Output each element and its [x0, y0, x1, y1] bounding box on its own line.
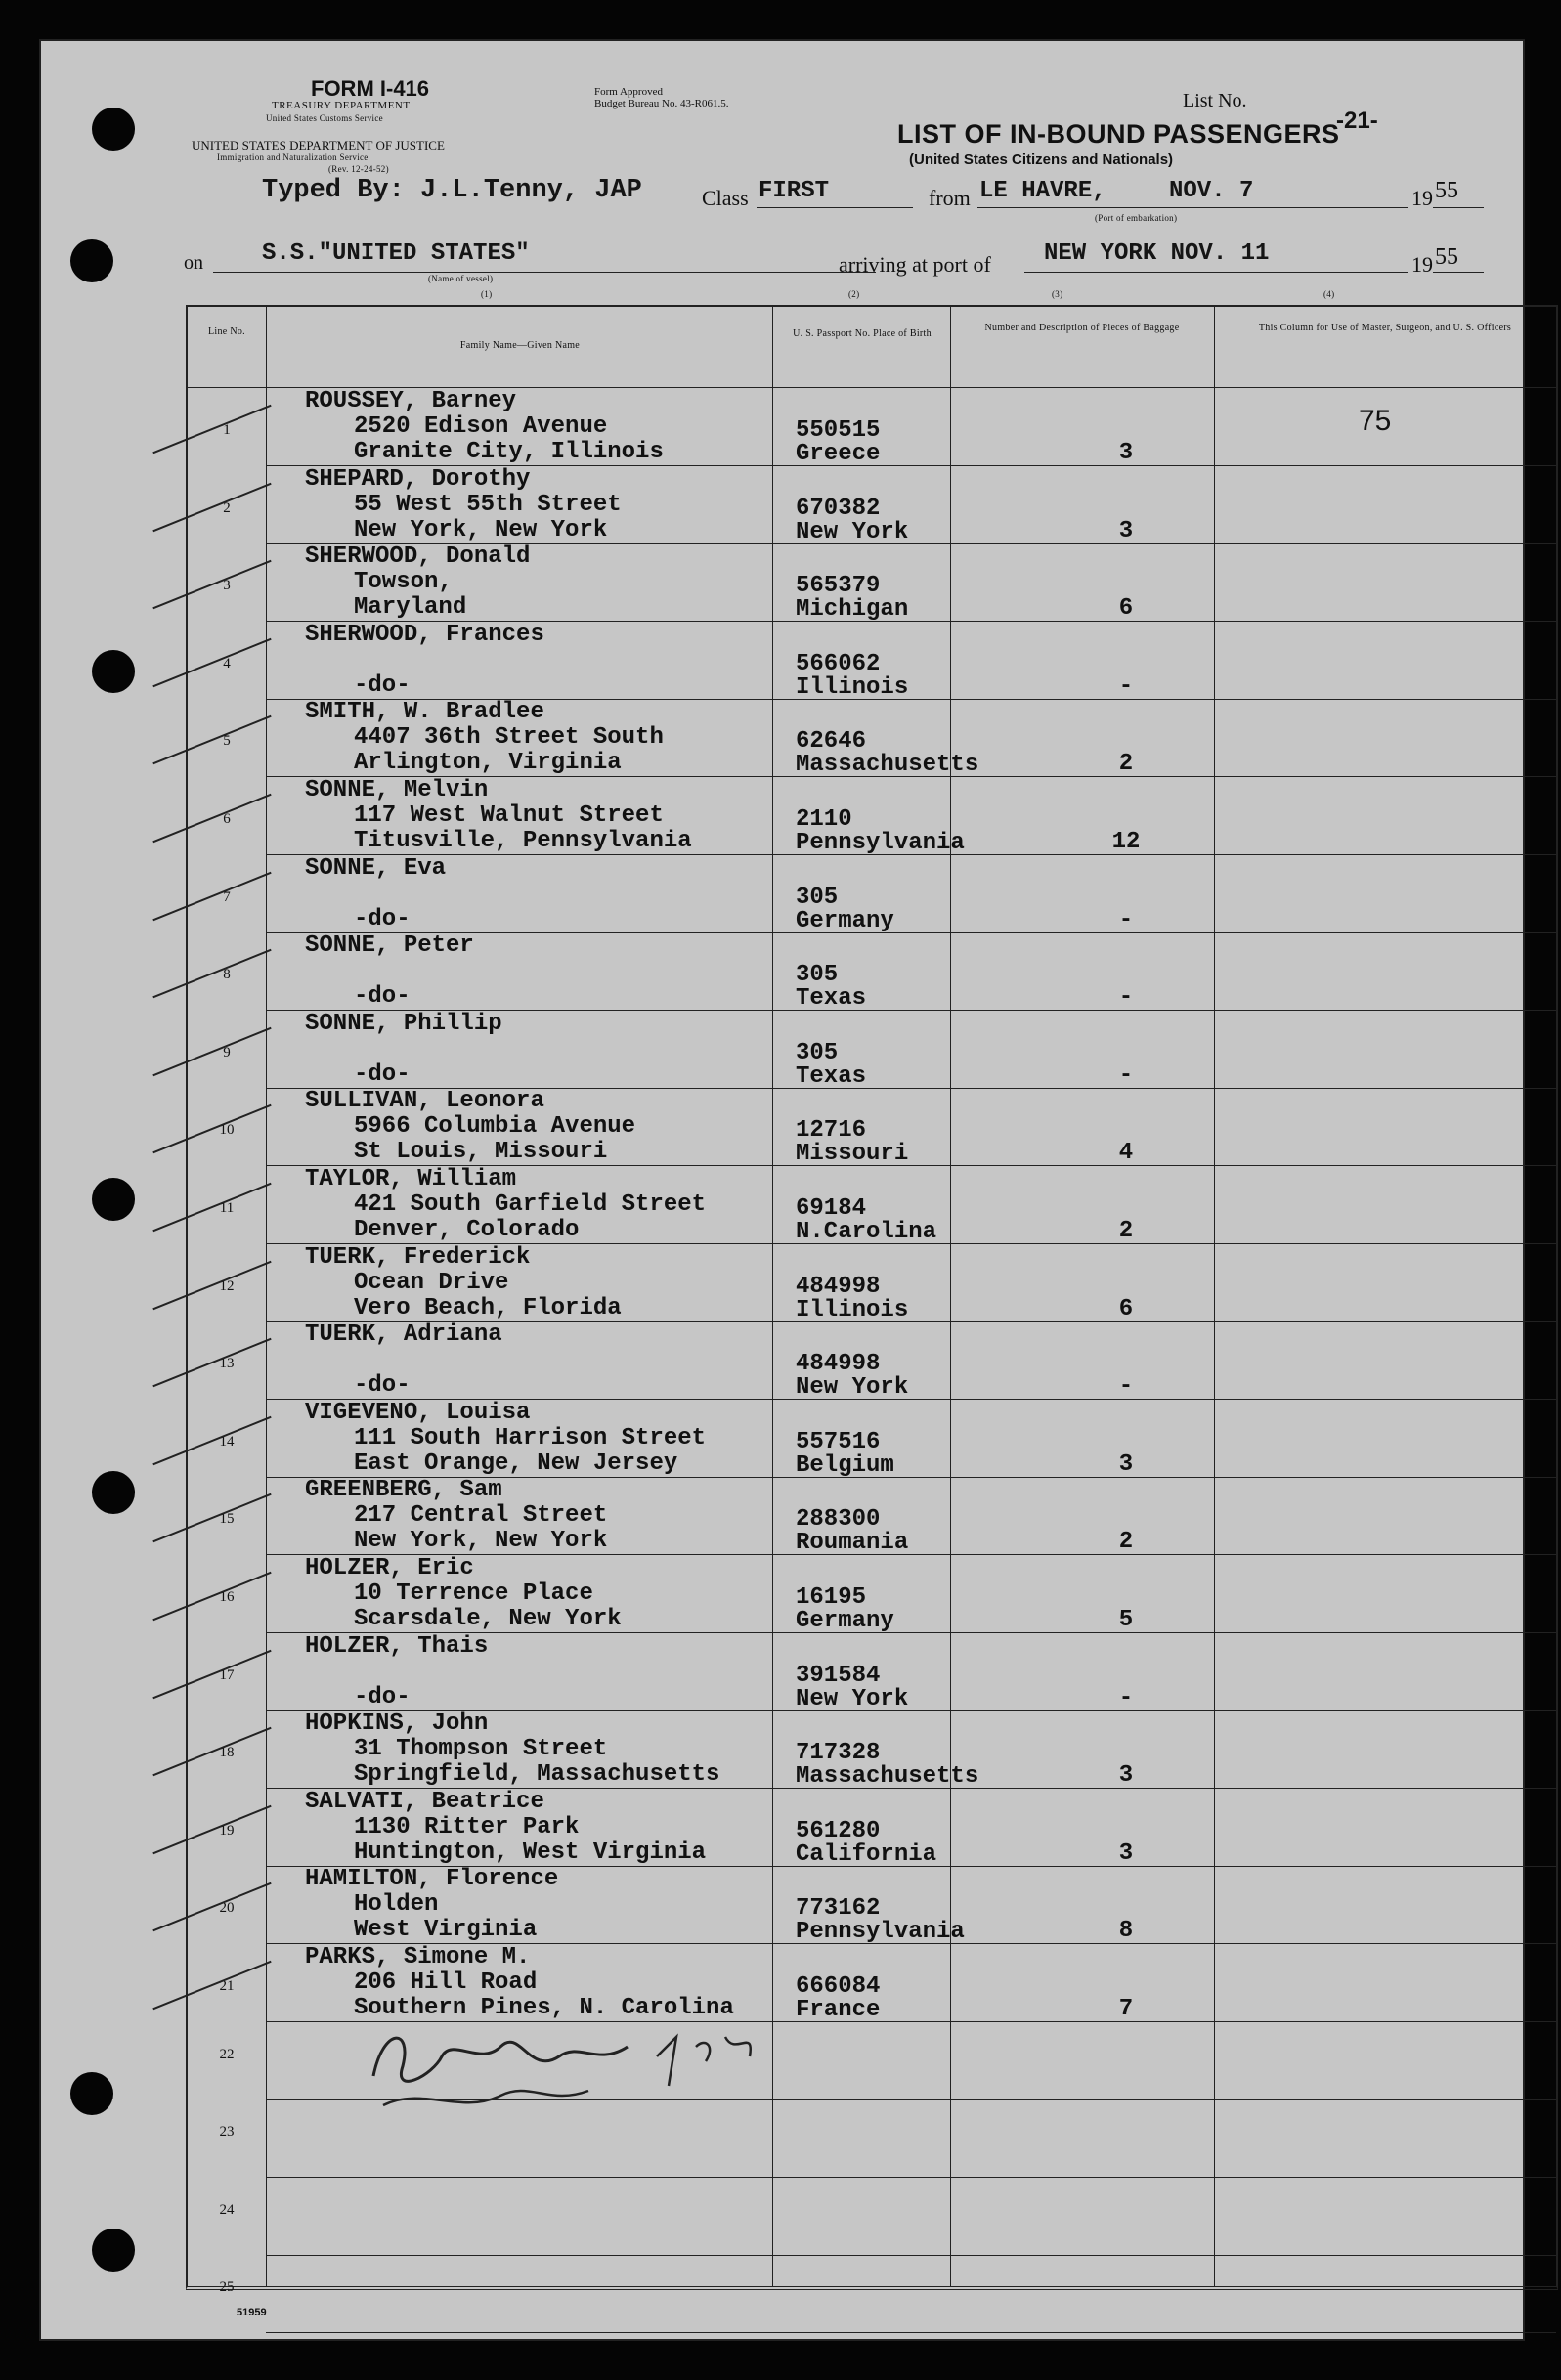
line-number: 20 — [219, 1900, 235, 1917]
passport-number: 305 — [796, 962, 839, 989]
place-of-birth: Michigan — [796, 596, 909, 624]
page-subtitle: (United States Citizens and Nationals) — [909, 151, 1174, 168]
place-of-birth: Missouri — [796, 1141, 909, 1168]
table-row — [188, 1167, 1556, 1244]
passport-number: 561280 — [796, 1817, 881, 1844]
passport-number: 2110 — [796, 806, 852, 833]
line-number: 24 — [219, 2201, 235, 2218]
col-header-passport: U. S. Passport No. Place of Birth — [793, 328, 932, 339]
baggage-count: 2 — [1118, 1529, 1134, 1556]
baggage-count: 7 — [1118, 1996, 1134, 2022]
col-num-3: (3) — [1052, 289, 1063, 299]
baggage-count: - — [1118, 1684, 1134, 1711]
address-line-2: -do- — [354, 1683, 411, 1710]
revision-date: (Rev. 12-24-52) — [328, 164, 389, 174]
passport-number: 666084 — [796, 1973, 881, 2000]
arriving-line — [1024, 272, 1408, 273]
col-header-name: Family Name—Given Name — [459, 340, 581, 351]
address-line-1: 5966 Columbia Avenue — [354, 1113, 636, 1141]
passenger-name: VIGEVENO, Louisa — [305, 1399, 531, 1426]
passenger-name: HAMILTON, Florence — [305, 1866, 559, 1893]
passport-number: 391584 — [796, 1662, 881, 1689]
col-num-4: (4) — [1323, 289, 1335, 299]
address-line-1: 421 South Garfield Street — [354, 1191, 707, 1218]
passenger-name: SONNE, Peter — [305, 932, 474, 960]
typed-by: Typed By: J.L.Tenny, JAP — [262, 176, 642, 205]
place-of-birth: Illinois — [796, 673, 909, 701]
year-value: 55 — [1435, 178, 1458, 203]
address-line-2: Arlington, Virginia — [354, 750, 622, 777]
punch-hole — [70, 239, 113, 282]
page-title: LIST OF IN-BOUND PASSENGERS — [897, 119, 1340, 149]
place-of-birth: Germany — [796, 1608, 894, 1634]
address-line-2: -do- — [354, 983, 411, 1011]
address-line-1: 4407 36th Street South — [354, 724, 664, 752]
year-line — [1433, 207, 1484, 208]
baggage-count: 5 — [1118, 1607, 1134, 1633]
address-line-2: Vero Beach, Florida — [354, 1294, 622, 1321]
col-num-1: (1) — [481, 289, 493, 299]
class-line — [757, 207, 913, 208]
class-value: FIRST — [759, 178, 830, 204]
passport-number: 62646 — [796, 728, 867, 756]
address-line-2: New York, New York — [354, 516, 608, 543]
passenger-name: TAYLOR, William — [305, 1166, 517, 1192]
address-line-1: Towson, — [354, 569, 453, 596]
line-number: 15 — [219, 1511, 235, 1528]
form-number: FORM I-416 — [311, 76, 430, 101]
passenger-name: SONNE, Phillip — [305, 1010, 502, 1037]
table-row — [188, 933, 1556, 1011]
line-number: 5 — [223, 733, 231, 750]
address-line-1: 111 South Harrison Street — [354, 1424, 707, 1451]
passport-number: 566062 — [796, 650, 881, 677]
passenger-name: TUERK, Frederick — [305, 1243, 531, 1271]
baggage-count: - — [1118, 1061, 1134, 1089]
passport-number: 557516 — [796, 1428, 881, 1455]
from-line — [977, 207, 1408, 208]
address-line-2: West Virginia — [354, 1917, 538, 1944]
table-row — [188, 544, 1556, 622]
address-line-1: 117 West Walnut Street — [354, 802, 664, 829]
col-num-2: (2) — [848, 289, 860, 299]
address-line-1: 1130 Ritter Park — [354, 1813, 580, 1840]
baggage-count: 3 — [1118, 1839, 1134, 1867]
place-of-birth: N.Carolina — [796, 1219, 937, 1245]
address-line-2: Southern Pines, N. Carolina — [354, 1995, 734, 2021]
place-of-birth: New York — [796, 1685, 909, 1712]
address-line-2: Scarsdale, New York — [354, 1606, 622, 1632]
line-number: 19 — [219, 1822, 235, 1839]
place-of-birth: New York — [796, 1374, 909, 1402]
passenger-table — [186, 305, 1558, 2296]
embarkation-date: NOV. 7 — [1169, 178, 1254, 204]
address-line-1: 206 Hill Road — [354, 1969, 538, 1996]
table-row — [188, 1634, 1556, 1711]
address-line-1: Ocean Drive — [354, 1269, 509, 1296]
place-of-birth: Belgium — [796, 1451, 894, 1479]
print-code: 51959 — [237, 2307, 267, 2318]
baggage-count: 6 — [1118, 1295, 1134, 1322]
line-number: 1 — [223, 422, 231, 438]
baggage-count: - — [1118, 984, 1134, 1012]
baggage-count: 2 — [1118, 751, 1134, 778]
place-of-birth: Pennsylvania — [796, 830, 965, 856]
passport-number: 288300 — [796, 1506, 881, 1534]
address-line-2: East Orange, New Jersey — [354, 1450, 678, 1477]
row-rule — [266, 2332, 1556, 2333]
passport-number: 16195 — [796, 1584, 867, 1611]
table-row — [188, 2256, 1556, 2333]
address-line-2: -do- — [354, 905, 411, 932]
address-line-2: St Louis, Missouri — [354, 1139, 608, 1166]
line-number: 10 — [219, 1122, 235, 1139]
place-of-birth: France — [796, 1997, 881, 2023]
baggage-count: 6 — [1118, 595, 1134, 623]
punch-hole — [92, 1178, 135, 1221]
passenger-name: ROUSSEY, Barney — [305, 388, 517, 414]
passenger-name: SALVATI, Beatrice — [305, 1788, 544, 1815]
vessel-name: S.S."UNITED STATES" — [262, 240, 530, 267]
customs-service: United States Customs Service — [266, 113, 383, 123]
port-embarkation: LE HAVRE, — [979, 178, 1106, 204]
line-number: 14 — [219, 1433, 235, 1450]
place-of-birth: Pennsylvania — [796, 1919, 965, 1946]
table-row — [188, 1401, 1556, 1478]
place-of-birth: Illinois — [796, 1296, 909, 1323]
table-row — [188, 1089, 1556, 1166]
table-row — [188, 1245, 1556, 1322]
place-of-birth: Texas — [796, 1062, 867, 1090]
address-line-1: 10 Terrence Place — [354, 1580, 593, 1607]
table-row — [188, 389, 1556, 466]
vessel-line — [213, 272, 876, 273]
place-of-birth: Germany — [796, 907, 894, 934]
passenger-name: HOLZER, Eric — [305, 1555, 474, 1581]
line-number: 18 — [219, 1745, 235, 1761]
officer-mark: 75 — [1359, 405, 1392, 437]
table-row — [188, 1867, 1556, 1944]
address-line-2: -do- — [354, 1372, 411, 1400]
line-number: 11 — [219, 1200, 235, 1216]
place-of-birth: New York — [796, 518, 909, 545]
year2-value: 55 — [1435, 244, 1458, 270]
table-row — [188, 778, 1556, 855]
passenger-name: SONNE, Melvin — [305, 777, 489, 803]
table-row — [188, 1790, 1556, 1867]
line-number: 9 — [223, 1044, 231, 1060]
passenger-name: SHERWOOD, Donald — [305, 543, 531, 571]
table-row — [188, 623, 1556, 700]
line-number: 8 — [223, 967, 231, 983]
line-number: 25 — [219, 2279, 235, 2296]
line-number: 21 — [219, 1978, 235, 1994]
address-line-1: 2520 Edison Avenue — [354, 413, 608, 440]
line-number: 23 — [219, 2124, 235, 2141]
address-line-2: Springfield, Massachusetts — [354, 1761, 720, 1789]
table-row — [188, 1711, 1556, 1789]
passport-number: 484998 — [796, 1273, 881, 1300]
baggage-count: - — [1118, 1373, 1134, 1401]
form-approved: Form Approved — [594, 86, 663, 98]
treasury-dept: TREASURY DEPARTMENT — [272, 100, 411, 111]
passenger-name: PARKS, Simone M. — [305, 1944, 531, 1970]
passenger-name: SULLIVAN, Leonora — [305, 1088, 544, 1115]
passenger-name: SHERWOOD, Frances — [305, 621, 544, 648]
from-label: from — [929, 186, 971, 210]
baggage-count: 12 — [1111, 829, 1141, 855]
line-number: 12 — [219, 1277, 235, 1294]
ins-service: Immigration and Naturalization Service — [217, 152, 369, 162]
passport-number: 717328 — [796, 1740, 881, 1767]
table-row — [188, 2179, 1556, 2256]
punch-hole — [92, 650, 135, 693]
passenger-name: SHEPARD, Dorothy — [305, 465, 531, 493]
passenger-name: SONNE, Eva — [305, 854, 447, 882]
arriving-port: NEW YORK NOV. 11 — [1044, 240, 1270, 267]
baggage-count: 3 — [1118, 517, 1134, 544]
baggage-count: 4 — [1118, 1140, 1134, 1167]
table-row — [188, 1322, 1556, 1400]
line-number: 3 — [223, 578, 231, 594]
address-line-2: Titusville, Pennsylvania — [354, 828, 692, 854]
address-line-1: 217 Central Street — [354, 1502, 608, 1530]
table-row — [188, 1478, 1556, 1555]
passport-number: 670382 — [796, 495, 881, 522]
baggage-count: - — [1118, 906, 1134, 933]
address-line-2: Maryland — [354, 594, 467, 622]
arriving-label: arriving at port of — [839, 252, 991, 277]
line-number: 17 — [219, 1666, 235, 1683]
place-of-birth: Roumania — [796, 1530, 909, 1557]
place-of-birth: California — [796, 1840, 937, 1868]
address-line-2: -do- — [354, 671, 411, 699]
address-line-1: 31 Thompson Street — [354, 1736, 608, 1763]
passport-number: 12716 — [796, 1117, 867, 1145]
passport-number: 305 — [796, 884, 839, 911]
table-row — [188, 1556, 1556, 1633]
line-number: 2 — [223, 499, 231, 516]
class-label: Class — [702, 186, 749, 210]
year2-prefix: 19 — [1411, 252, 1433, 277]
list-no-value: -21- — [1336, 108, 1378, 134]
line-number: 16 — [219, 1589, 235, 1605]
place-of-birth: Massachusetts — [796, 752, 979, 779]
passenger-name: GREENBERG, Sam — [305, 1477, 502, 1504]
punch-hole — [92, 108, 135, 151]
passenger-name: HOLZER, Thais — [305, 1632, 489, 1660]
baggage-count: 3 — [1118, 1450, 1134, 1478]
line-number: 7 — [223, 888, 231, 905]
address-line-2: -do- — [354, 1060, 411, 1088]
signature-scribble — [364, 2008, 813, 2125]
document-page — [39, 39, 1525, 2341]
col-header-line-no: Line No. — [208, 326, 245, 337]
vessel-caption: (Name of vessel) — [428, 274, 494, 283]
baggage-count: 2 — [1118, 1218, 1134, 1244]
passenger-name: TUERK, Adriana — [305, 1321, 502, 1349]
place-of-birth: Greece — [796, 441, 881, 467]
address-line-2: Granite City, Illinois — [354, 439, 664, 465]
baggage-count: 3 — [1118, 440, 1134, 466]
table-row — [188, 856, 1556, 933]
place-of-birth: Massachusetts — [796, 1763, 979, 1791]
line-number: 22 — [219, 2046, 235, 2062]
passport-number: 305 — [796, 1039, 839, 1066]
table-row — [188, 467, 1556, 544]
address-line-2: New York, New York — [354, 1528, 608, 1555]
baggage-count: 3 — [1118, 1762, 1134, 1790]
passport-number: 773162 — [796, 1895, 881, 1923]
list-no-label: List No. — [1183, 90, 1247, 111]
address-line-2: Huntington, West Virginia — [354, 1839, 707, 1866]
punch-hole — [70, 2072, 113, 2115]
year-prefix: 19 — [1411, 186, 1433, 210]
passport-number: 550515 — [796, 417, 881, 444]
on-label: on — [184, 252, 203, 274]
budget-bureau: Budget Bureau No. 43-R061.5. — [594, 98, 729, 109]
year2-line — [1433, 272, 1484, 273]
passenger-name: SMITH, W. Bradlee — [305, 699, 544, 726]
line-number: 13 — [219, 1356, 235, 1372]
passenger-name: HOPKINS, John — [305, 1710, 489, 1738]
place-of-birth: Texas — [796, 985, 867, 1013]
passport-number: 69184 — [796, 1195, 867, 1222]
address-line-1: Holden — [354, 1891, 439, 1919]
line-number: 6 — [223, 811, 231, 827]
address-line-2: Denver, Colorado — [354, 1217, 580, 1243]
baggage-count: 8 — [1118, 1918, 1134, 1945]
justice-dept: UNITED STATES DEPARTMENT OF JUSTICE — [192, 138, 445, 152]
line-number: 4 — [223, 655, 231, 671]
col-header-baggage: Number and Description of Pieces of Baggage — [984, 323, 1180, 333]
baggage-count: - — [1118, 672, 1134, 700]
port-caption: (Port of embarkation) — [1095, 213, 1178, 223]
passport-number: 484998 — [796, 1351, 881, 1378]
table-row — [188, 700, 1556, 777]
punch-hole — [92, 2229, 135, 2272]
table-row — [188, 1012, 1556, 1089]
punch-hole — [92, 1471, 135, 1514]
passport-number: 565379 — [796, 573, 881, 600]
address-line-1: 55 West 55th Street — [354, 491, 622, 518]
col-header-officers: This Column for Use of Master, Surgeon, and U. S. Officers — [1258, 323, 1512, 333]
